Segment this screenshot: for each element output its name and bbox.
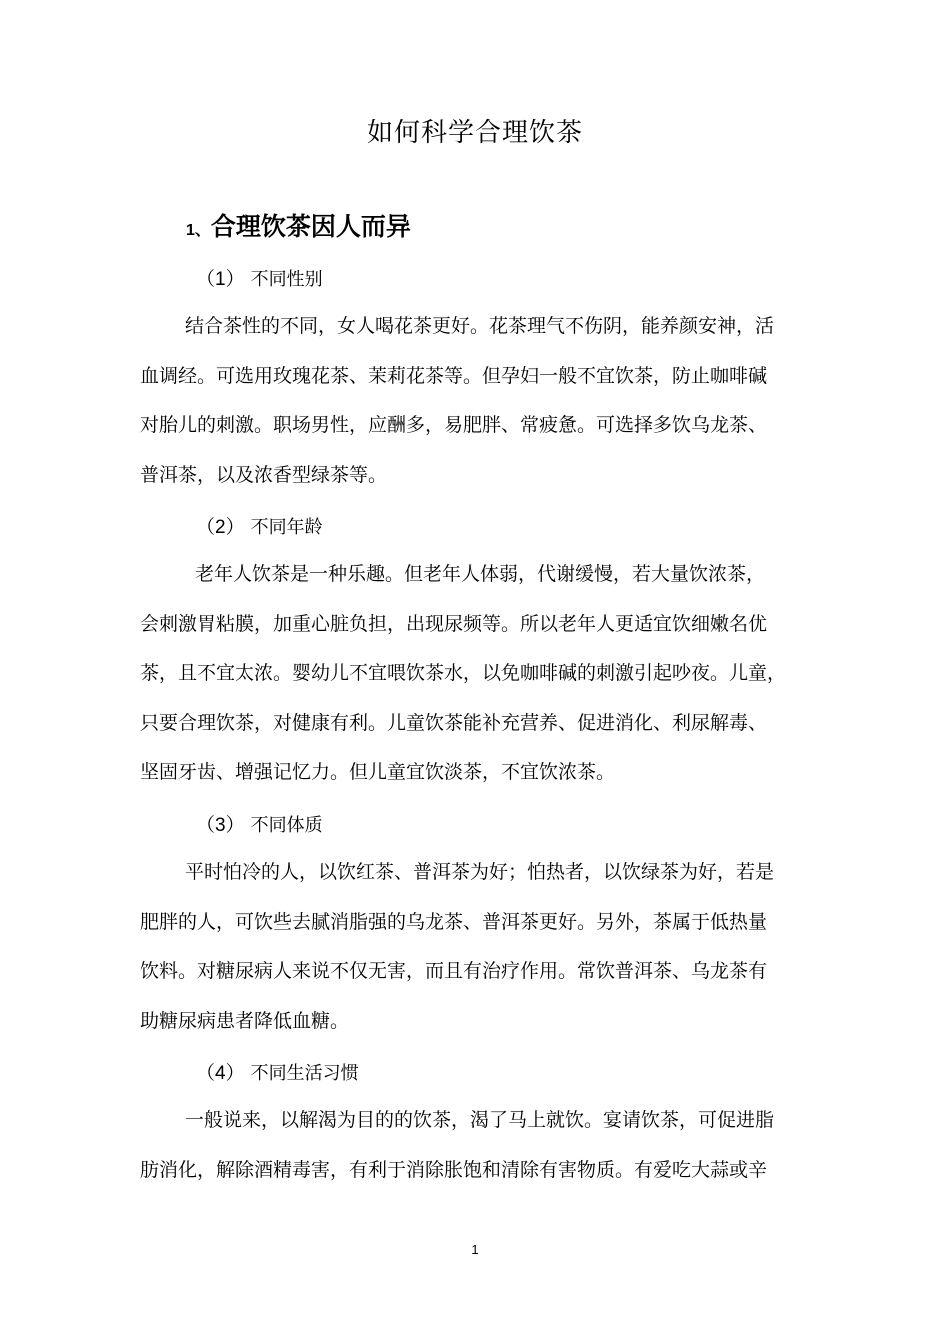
subsection-number: （2） <box>196 517 245 538</box>
subsection-heading-habits <box>196 1058 359 1085</box>
subsection-heading-age <box>196 512 323 539</box>
section-heading <box>186 207 411 243</box>
section-number: 1、 <box>186 222 211 239</box>
section-heading-text: 合理饮茶因人而异 <box>210 212 411 241</box>
paragraph-habits <box>140 1096 830 1195</box>
paragraph-line: 会刺激胃粘膜，加重心脏负担，出现尿频等。所以老年人更适宜饮细嫩名优 <box>140 612 768 635</box>
paragraph-line: 肥胖的人，可饮些去腻消脂强的乌龙茶、普洱茶更好。另外，茶属于低热量 <box>140 910 768 933</box>
paragraph-line: 平时怕冷的人，以饮红茶、普洱茶为好；怕热者，以饮绿茶为好，若是 <box>185 861 775 883</box>
document-title: 如何科学合理饮茶 <box>366 118 583 148</box>
subsection-label: 不同体质 <box>250 815 323 836</box>
paragraph-line: 茶，且不宜太浓。婴幼儿不宜喂饮茶水，以免咖啡碱的刺激引起吵夜。儿童， <box>140 662 787 684</box>
subsection-number: （3） <box>196 815 245 836</box>
subsection-label: 不同性别 <box>250 269 323 290</box>
paragraph-constitution <box>140 848 830 1046</box>
paragraph-line: 肪消化，解除酒精毒害，有利于消除胀饱和清除有害物质。有爱吃大蒜或辛 <box>140 1158 768 1181</box>
page-number: 1 <box>471 1242 479 1257</box>
subsection-number: （4） <box>196 1063 245 1084</box>
paragraph-line: 坚固牙齿、增强记忆力。但儿童宜饮淡茶，不宜饮浓茶。 <box>140 761 616 783</box>
paragraph-line: 一般说来，以解渴为目的的饮茶，渴了马上就饮。宴请饮茶，可促进脂 <box>185 1109 775 1131</box>
subsection-heading-constitution <box>196 810 323 837</box>
paragraph-line: 饮料。对糖尿病人来说不仅无害，而且有治疗作用。常饮普洱茶、乌龙茶有 <box>140 960 768 982</box>
paragraph-line: 老年人饮茶是一种乐趣。但老年人体弱，代谢缓慢，若大量饮浓茶， <box>195 563 766 585</box>
paragraph-age <box>140 550 830 798</box>
subsection-label: 不同年龄 <box>250 517 323 538</box>
paragraph-line: 只要合理饮茶，对健康有利。儿童饮茶能补充营养、促进消化、利尿解毒、 <box>140 711 768 734</box>
paragraph-line: 助糖尿病患者降低血糖。 <box>140 1009 350 1032</box>
paragraph-line: 普洱茶，以及浓香型绿茶等。 <box>140 463 388 486</box>
paragraph-gender <box>140 302 830 500</box>
subsection-heading-gender <box>196 264 323 291</box>
paragraph-line: 血调经。可选用玫瑰花茶、茉莉花茶等。但孕妇一般不宜饮茶，防止咖啡碱 <box>140 364 768 387</box>
subsection-number: （1） <box>196 269 245 290</box>
subsection-label: 不同生活习惯 <box>250 1063 359 1084</box>
paragraph-line: 对胎儿的刺激。职场男性，应酬多，易肥胖、常疲惫。可选择多饮乌龙茶、 <box>140 414 768 436</box>
paragraph-line: 结合茶性的不同，女人喝花茶更好。花茶理气不伤阴，能养颜安神，活 <box>185 315 775 337</box>
